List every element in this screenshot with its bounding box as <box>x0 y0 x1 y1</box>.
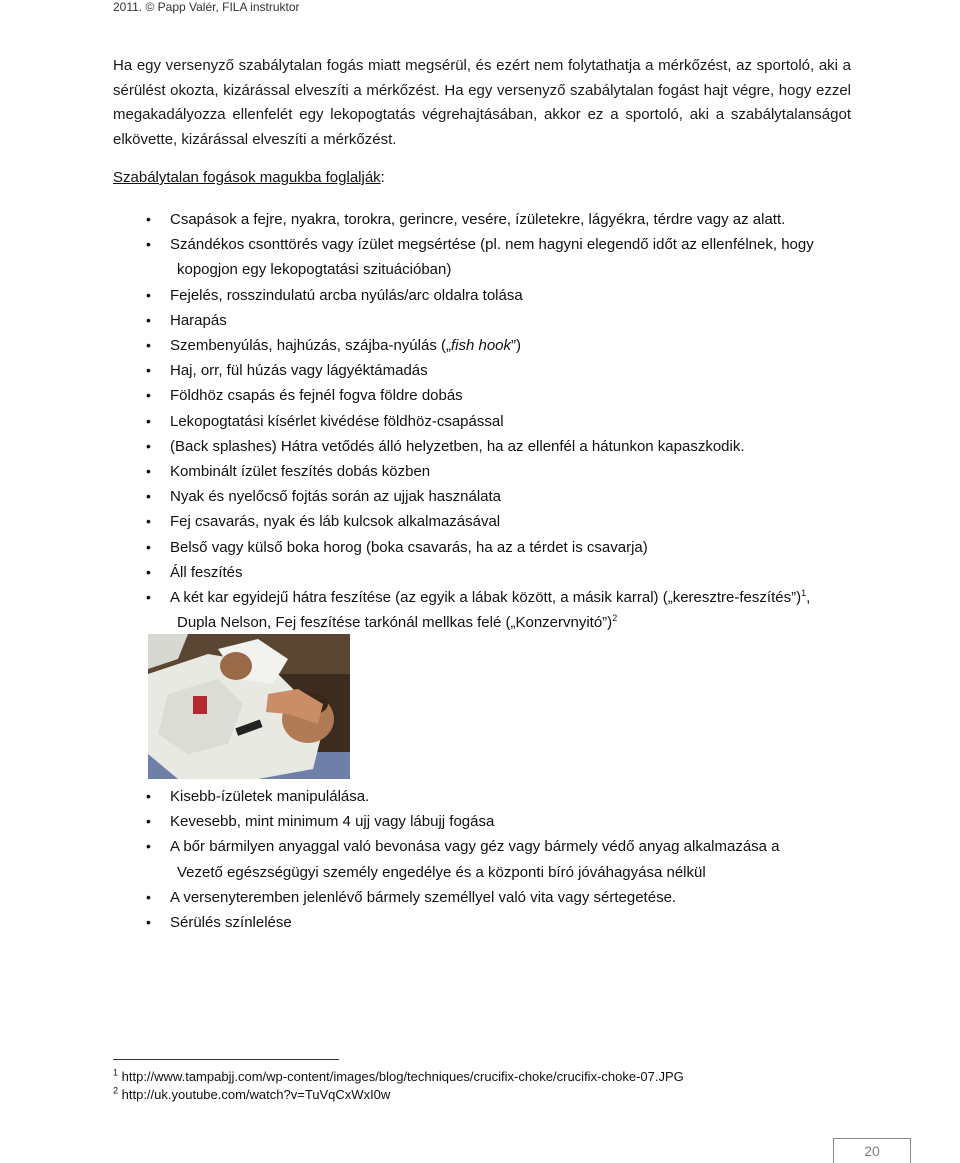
bullet-icon: • <box>146 563 151 580</box>
footnote-ref[interactable]: 1 <box>801 588 807 599</box>
footnote-separator <box>113 1059 339 1060</box>
footnote <box>113 1086 684 1104</box>
list-item-text: Földhöz csapás és fejnél fogva földre dobás <box>170 387 463 405</box>
bullet-icon: • <box>146 236 151 253</box>
list-item <box>145 484 851 509</box>
list-item <box>145 207 851 232</box>
bullet-icon: • <box>146 589 151 606</box>
list-item <box>145 585 851 635</box>
list-item-text: Fej csavarás, nyak és láb kulcsok alkalmazásával <box>170 513 501 531</box>
subheading-text: Szabálytalan fogások magukba foglalják <box>113 169 381 186</box>
bullet-icon: • <box>146 513 151 530</box>
list-item <box>145 333 851 358</box>
list-item-text-end: ”) <box>511 337 522 355</box>
illegal-holds-list <box>145 207 851 635</box>
footnote <box>113 1068 684 1086</box>
illegal-holds-list-continued <box>145 784 851 935</box>
list-item-text: Fejelés, rosszindulatú arcba nyúlás/arc oldalra tolása <box>170 286 523 304</box>
list-item-text: A bőr bármilyen anyaggal való bevonása vagy géz vagy bármely védő anyag alkalmazása a <box>170 838 780 856</box>
bullet-icon: • <box>146 387 151 404</box>
bullet-icon: • <box>146 838 151 855</box>
list-item <box>145 509 851 534</box>
list-item <box>145 784 851 809</box>
list-item <box>145 560 851 585</box>
page-header: 2011. © Papp Valér, FILA instruktor <box>113 0 300 14</box>
list-item-text: Áll feszítés <box>170 563 243 581</box>
crucifix-choke-photo <box>148 634 350 779</box>
footnote-number: 1 <box>113 1067 119 1078</box>
list-item-text: Szándékos csonttörés vagy ízület megsértése (pl. nem hagyni elegendő időt az ellenfélnek, hogy <box>170 236 814 254</box>
list-item <box>145 358 851 383</box>
list-item-continuation: Vezető egészségügyi személy engedélye és a központi bíró jóváhagyása nélkül <box>177 863 706 881</box>
intro-paragraph: Ha egy versenyző szabálytalan fogás miatt megsérül, és ezért nem folytathatja a mérkőzést, az sportoló, aki a sérülést okozta, kizárással elveszíti a mérkőzést. Ha egy versenyző szabálytalan fogást hajt végre, hogy ezzel megakadályozza ellenfelét egy lekopogtatás végrehajtásában, akkor ez a sportoló, aki a szabálytalanságot elkövette, kizárással elveszíti a mérkőzést. <box>113 57 851 148</box>
list-item <box>145 535 851 560</box>
list-item-emphasis: fish hook <box>450 337 512 355</box>
bullet-icon: • <box>146 488 151 505</box>
list-item-text: Szembenyúlás, hajhúzás, szájba-nyúlás („ <box>170 337 451 355</box>
bullet-icon: • <box>146 211 151 227</box>
list-item <box>145 434 851 459</box>
bullet-icon: • <box>146 788 151 804</box>
footnote-link[interactable]: http://www.tampabjj.com/wp-content/images/blog/techniques/crucifix-choke/crucifix-choke-07.JPG <box>121 1069 684 1084</box>
bullet-icon: • <box>146 362 151 379</box>
list-item <box>145 885 851 910</box>
list-item-text: Sérülés színlelése <box>170 914 292 932</box>
bullet-icon: • <box>146 463 151 480</box>
list-item <box>145 232 851 282</box>
list-item <box>145 834 851 884</box>
page-number-box <box>833 1138 911 1163</box>
list-item-text: Kombinált ízület feszítés dobás közben <box>170 463 431 481</box>
list-item <box>145 459 851 484</box>
list-item <box>145 910 851 935</box>
page-number: 20 <box>864 1143 880 1159</box>
list-item <box>145 809 851 834</box>
continuation-text: Dupla Nelson, Fej feszítése tarkónál mellkas felé („Konzervnyitó”) <box>177 614 613 632</box>
list-item-text: Harapás <box>170 311 227 329</box>
bullet-icon: • <box>146 311 151 328</box>
list-item-punct: , <box>806 589 811 607</box>
list-item-text: Csapások a fejre, nyakra, torokra, gerincre, vesére, ízületekre, lágyékra, térdre vagy az alatt. <box>170 211 786 228</box>
list-item <box>145 283 851 308</box>
list-item-text: Kisebb-ízületek manipulálása. <box>170 788 370 805</box>
subheading-colon: : <box>380 169 385 186</box>
list-item-text: (Back splashes) Hátra vetődés álló helyzetben, ha az ellenfél a hátunkon kapaszkodik. <box>170 437 745 455</box>
footnote-ref[interactable]: 2 <box>612 613 618 624</box>
list-item <box>145 409 851 434</box>
list-item-text: Belső vagy külső boka horog (boka csavarás, ha az a térdet is csavarja) <box>170 538 648 556</box>
section-subheading <box>113 167 385 189</box>
bullet-icon: • <box>146 888 151 905</box>
footnotes <box>113 1068 684 1104</box>
list-item <box>145 308 851 333</box>
bullet-icon: • <box>146 914 151 931</box>
list-item-continuation: kopogjon egy lekopogtatási szituációban) <box>177 261 452 279</box>
footnote-link[interactable]: http://uk.youtube.com/watch?v=TuVqCxWxI0w <box>121 1087 391 1102</box>
list-item-text: Lekopogtatási kísérlet kivédése földhöz-csapással <box>170 412 504 430</box>
bullet-icon: • <box>146 286 151 303</box>
list-item-text: Nyak és nyelőcső fojtás során az ujjak használata <box>170 488 502 506</box>
footnote-number: 2 <box>113 1085 119 1096</box>
list-item <box>145 383 851 408</box>
bullet-icon: • <box>146 813 151 830</box>
list-item-continuation <box>170 610 851 635</box>
bullet-icon: • <box>146 538 151 555</box>
bullet-icon: • <box>146 412 151 429</box>
list-item-text: A két kar egyidejű hátra feszítése (az egyik a lábak között, a másik karral) („keresztre-feszítés”) <box>170 589 802 607</box>
list-item-text: Kevesebb, mint minimum 4 ujj vagy lábujj fogása <box>170 813 495 831</box>
list-item-text: A versenyteremben jelenlévő bármely személlyel való vita vagy sértegetése. <box>170 888 677 906</box>
list-item-text: Haj, orr, fül húzás vagy lágyéktámadás <box>170 362 428 380</box>
bullet-icon: • <box>146 337 151 354</box>
bullet-icon: • <box>146 437 151 454</box>
